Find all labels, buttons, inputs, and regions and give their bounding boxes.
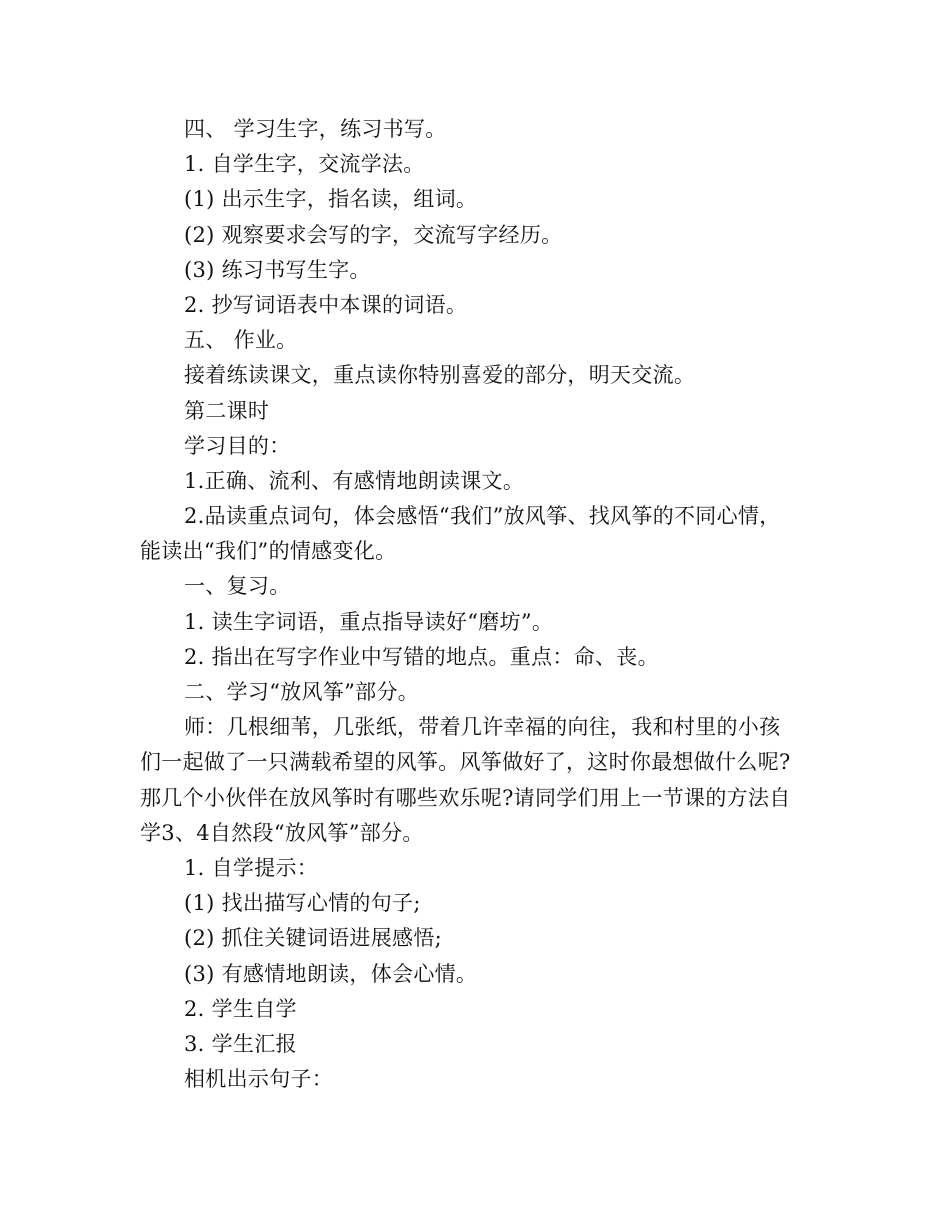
objectives-heading: 学习目的： xyxy=(184,433,291,458)
list-item: 1. 自学生字，交流学法。 xyxy=(184,152,425,177)
paragraph-line: 能读出“我们”的情感变化。 xyxy=(140,539,397,564)
paragraph-line: 相机出示句子： xyxy=(184,1067,334,1092)
paragraph-line: 师：几根细苇，几张纸，带着几许幸福的向往，我和村里的小孩 xyxy=(184,715,781,740)
lesson-heading: 第二课时 xyxy=(184,398,270,423)
paragraph-line: 那几个小伙伴在放风筝时有哪些欢乐呢?请同学们用上一节课的方法自 xyxy=(140,785,791,810)
section-heading-2: 二、学习“放风筝”部分。 xyxy=(184,680,420,704)
list-item: (1) 找出描写心情的句子; xyxy=(184,891,421,916)
list-item: (2) 观察要求会写的字，交流写字经历。 xyxy=(184,222,563,247)
objective-item: 1.正确、流利、有感情地朗读课文。 xyxy=(184,468,525,493)
paragraph-line: 们一起做了一只满载希望的风筝。风筝做好了，这时你最想做什么呢? xyxy=(140,750,791,775)
section-heading-1: 一、复习。 xyxy=(184,574,291,599)
section-heading-4: 四、 学习生字，练习书写。 xyxy=(184,117,447,141)
section-heading-5: 五、 作业。 xyxy=(184,328,298,353)
list-item: 3. 学生汇报 xyxy=(184,1031,297,1056)
paragraph-line: 接着练读课文，重点读你特别喜爱的部分，明天交流。 xyxy=(184,363,696,388)
document-body xyxy=(140,112,840,1097)
list-item: 2. 学生自学 xyxy=(184,996,297,1021)
objective-item: 2.品读重点词句，体会感悟“我们”放风筝、找风筝的不同心情， xyxy=(184,504,781,529)
list-item: (3) 有感情地朗读，体会心情。 xyxy=(184,961,478,986)
list-item: (2) 抓住关键词语进展感悟; xyxy=(184,926,442,951)
list-item: 2. 抄写词语表中本课的词语。 xyxy=(184,292,468,317)
list-item: (3) 练习书写生字。 xyxy=(184,257,371,282)
list-item: 1. 读生字词语，重点指导读好“磨坊”。 xyxy=(184,609,554,634)
paragraph-line: 学3、4自然段“放风筝”部分。 xyxy=(140,820,424,845)
list-item: (1) 出示生字，指名读，组词。 xyxy=(184,187,478,212)
list-item: 2. 指出在写字作业中写错的地点。重点：命、丧。 xyxy=(184,644,659,669)
list-item: 1. 自学提示： xyxy=(184,855,319,880)
